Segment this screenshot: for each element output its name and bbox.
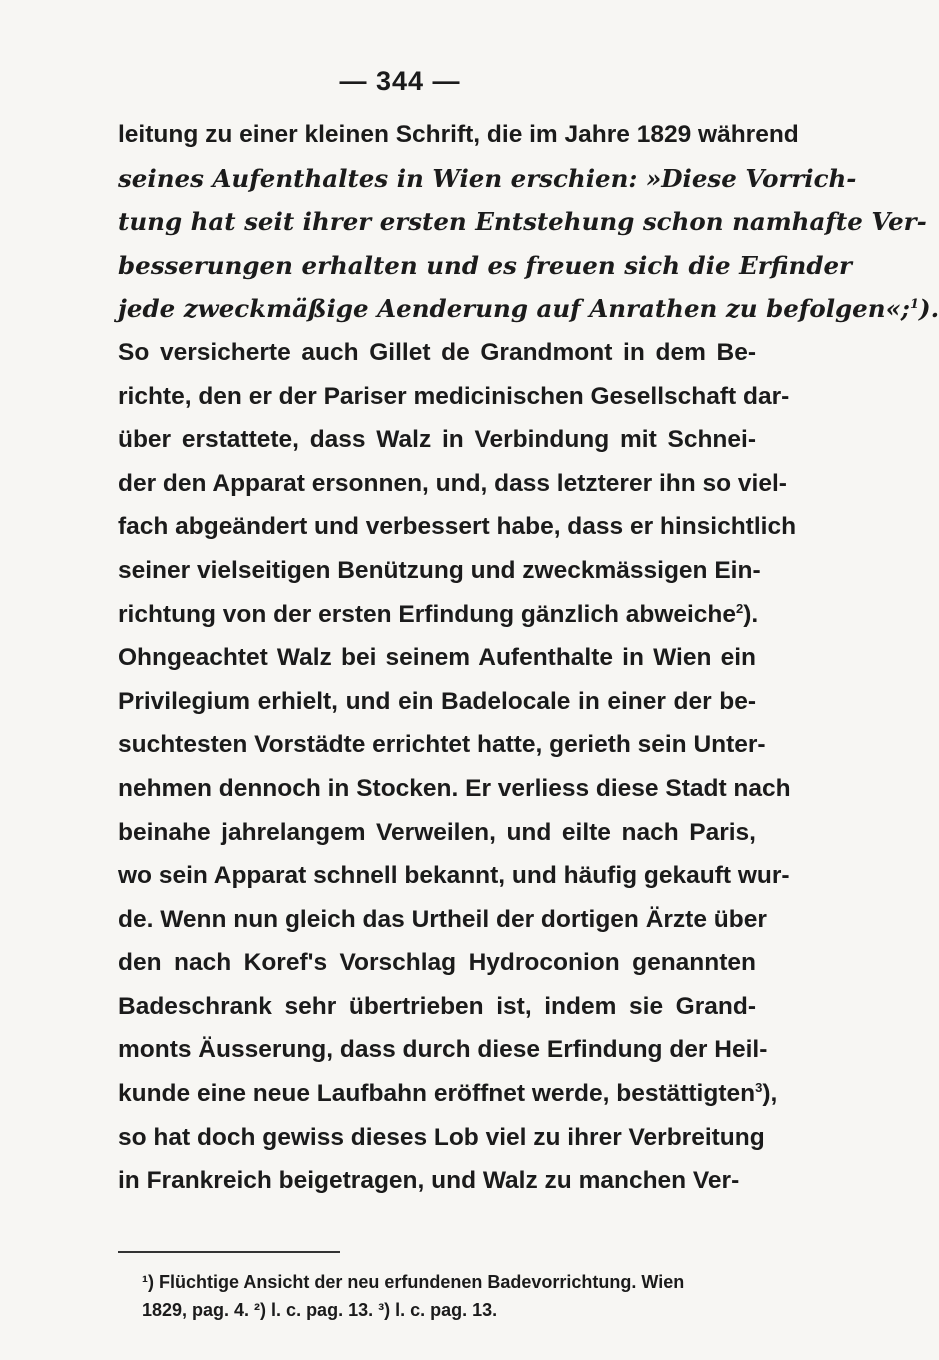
footnote-line: ¹) Flüchtige Ansicht der neu erfundenen Badevorrichtung. Wien	[142, 1272, 685, 1292]
text-line: Badeschrank sehr übertrieben ist, indem sie Grand-	[118, 992, 756, 1020]
text-line: Ohngeachtet Walz bei seinem Aufenthalte in Wien ein	[118, 644, 756, 672]
text-line: in Frankreich beigetragen, und Walz zu manchen Ver-	[118, 1167, 740, 1195]
text-line: suchtesten Vorstädte errichtet hatte, gerieth sein Unter-	[118, 731, 766, 759]
footnote-divider	[118, 1251, 340, 1253]
page-number: — 344 —	[339, 66, 461, 96]
text-line: wo sein Apparat schnell bekannt, und häufig gekauft wur-	[118, 862, 790, 890]
footnote-ref: 1	[909, 297, 919, 313]
text-line: seines Aufenthaltes in Wien erschien: »Diese Vorrich-	[118, 163, 857, 193]
text-line: fach abgeändert und verbessert habe, dass er hinsichtlich	[118, 513, 797, 541]
text-line: de. Wenn nun gleich das Urtheil der dortigen Ärzte über	[118, 905, 767, 933]
text-line: tung hat seit ihrer ersten Entstehung schon namhafte Ver-	[118, 207, 927, 237]
text-line: jede zweckmäßige Aenderung auf Anrathen zu befolgen«;$^1$).	[118, 294, 939, 324]
footnote-ref: 2	[736, 600, 744, 616]
text-line: seiner vielseitigen Benützung und zweckmässigen Ein-	[118, 556, 761, 584]
footnote-line: 1829, pag. 4. ²) l. c. pag. 13. ³) l. c. pag. 13.	[142, 1300, 498, 1320]
text-line: monts Äusserung, dass durch diese Erfindung der Heil-	[118, 1036, 768, 1064]
text-line: Privilegium erhielt, und ein Badelocale in einer der be-	[118, 687, 756, 715]
text-line: beinahe jahrelangem Verweilen, und eilte nach Paris,	[118, 818, 756, 846]
text-line: leitung zu einer kleinen Schrift, die im Jahre 1829 während	[118, 121, 799, 148]
text-line: über erstattete, dass Walz in Verbindung mit Schnei-	[118, 426, 756, 454]
text-line: den nach Koref's Vorschlag Hydroconion genannten	[118, 949, 756, 977]
text-line: so hat doch gewiss dieses Lob viel zu ihrer Verbreitung	[118, 1123, 765, 1151]
text-line: kunde eine neue Laufbahn eröffnet werde, bestättigten$^3$),	[118, 1080, 778, 1108]
footnotes	[142, 1268, 762, 1324]
text-line: der den Apparat ersonnen, und, dass letzterer ihn so viel-	[118, 469, 787, 497]
text-line: nehmen dennoch in Stocken. Er verliess diese Stadt nach	[118, 774, 791, 802]
text-line: richte, den er der Pariser medicinischen Gesellschaft dar-	[118, 382, 790, 410]
text-line: So versicherte auch Gillet de Grandmont in dem Be-	[118, 338, 756, 366]
text-line: richtung von der ersten Erfindung gänzlich abweiche$^2$).	[118, 600, 759, 628]
main-text	[118, 113, 939, 1203]
text-line: besserungen erhalten und es freuen sich die Erfinder	[118, 250, 852, 280]
footnote-ref: 3	[755, 1080, 763, 1096]
